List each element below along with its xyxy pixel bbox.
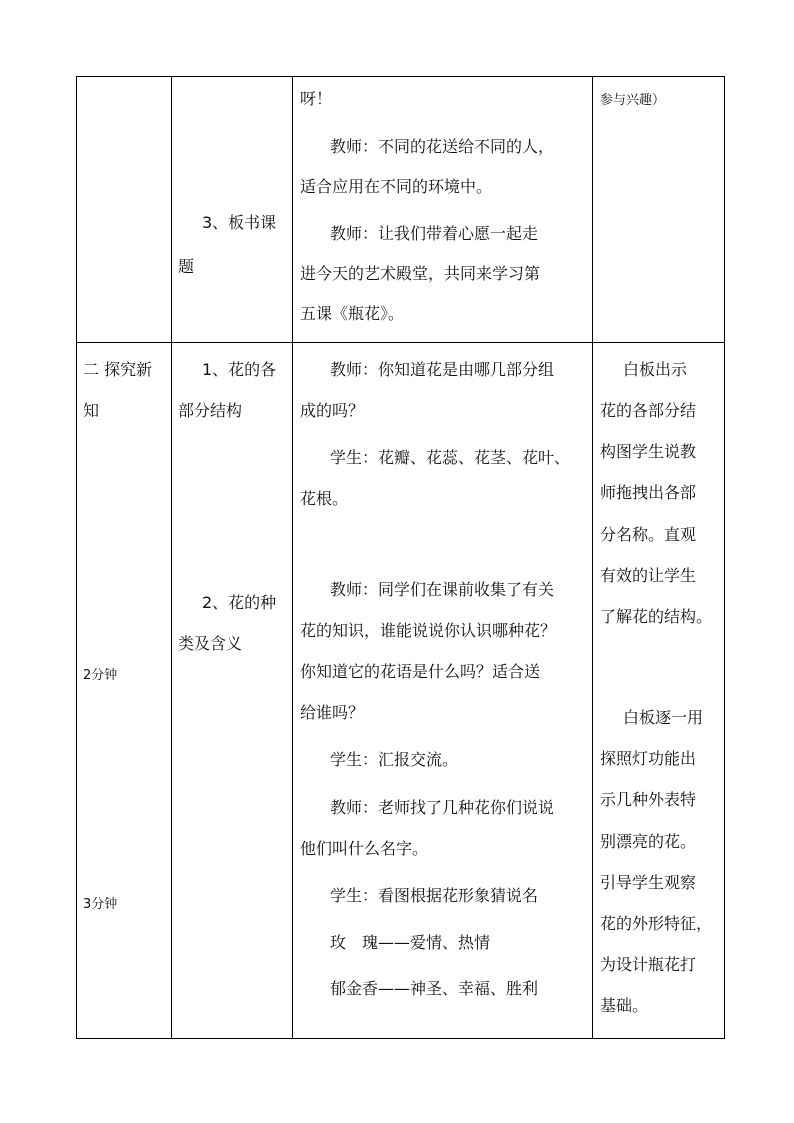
text-line: 学生：花瓣、花蕊、花茎、花叶、 xyxy=(330,448,571,467)
note-line: 花的各部分结 xyxy=(600,401,697,420)
text-line: 给谁吗？ xyxy=(300,703,365,722)
table-row xyxy=(77,77,725,343)
board-title-line2: 题 xyxy=(178,257,195,276)
text-line: 教师：老师找了几种花你们说说 xyxy=(330,798,555,817)
text-line: 教师：让我们带着心愿一起走 xyxy=(330,224,539,243)
text-line: 参与兴趣） xyxy=(600,93,666,108)
note-line: 探照灯功能出 xyxy=(600,749,697,768)
text-line: 他们叫什么名字。 xyxy=(300,839,429,858)
row2-col2-cell xyxy=(172,343,293,1039)
time-label: 3分钟 xyxy=(83,897,118,912)
text-line: 学生：看图根据花形象猜说名 xyxy=(330,886,539,905)
note-line: 白板出示 xyxy=(623,360,688,379)
item-line: 类及含义 xyxy=(178,634,243,653)
note-line: 白板逐一用 xyxy=(623,708,704,727)
row1-col3-cell xyxy=(293,77,593,343)
item-line: 1、花的各 xyxy=(202,360,277,379)
text-line: 玫 瑰——爱情、热情 xyxy=(330,933,491,952)
text-line: 学生：汇报交流。 xyxy=(330,750,459,769)
row2-col4-cell xyxy=(593,343,725,1039)
board-title-line1: 3、板书课 xyxy=(202,213,277,232)
note-line: 构图学生说教 xyxy=(600,442,697,461)
row1-col4-cell xyxy=(593,77,725,343)
row1-col1-cell xyxy=(77,77,172,343)
note-line: 有效的让学生 xyxy=(600,566,697,585)
text-line: 郁金香——神圣、幸福、胜利 xyxy=(330,979,539,998)
text-line: 呀！ xyxy=(300,89,333,108)
row1-col2-cell xyxy=(172,77,293,343)
text-line: 五课《瓶花》。 xyxy=(300,304,405,323)
note-line: 引导学生观察 xyxy=(600,873,697,892)
item-line: 部分结构 xyxy=(178,401,243,420)
text-line: 教师：你知道花是由哪几部分组 xyxy=(330,360,555,379)
row2-col1-cell xyxy=(77,343,172,1039)
text-line: 成的吗？ xyxy=(300,401,365,420)
item-line: 2、花的种 xyxy=(202,593,277,612)
section-title-line1: 二 探究新 xyxy=(83,360,153,379)
text-line: 适合应用在不同的环境中。 xyxy=(300,177,493,196)
text-line: 花根。 xyxy=(300,489,349,508)
note-line: 为设计瓶花打 xyxy=(600,955,697,974)
note-line: 示几种外表特 xyxy=(600,790,697,809)
note-line: 花的外形特征， xyxy=(600,914,713,933)
text-line: 你知道它的花语是什么吗？适合送 xyxy=(300,662,541,681)
note-line: 别漂亮的花。 xyxy=(600,832,697,851)
note-line: 基础。 xyxy=(600,996,649,1015)
text-line: 花的知识，谁能说说你认识哪种花？ xyxy=(300,621,557,640)
note-line: 了解花的结构。 xyxy=(600,607,713,626)
text-line: 教师：不同的花送给不同的人， xyxy=(330,137,555,156)
lesson-plan-table xyxy=(76,76,725,1039)
section-title-line2: 知 xyxy=(83,401,100,420)
row2-col3-cell xyxy=(293,343,593,1039)
text-line: 进今天的艺术殿堂，共同来学习第 xyxy=(300,264,541,283)
table-row xyxy=(77,343,725,1039)
time-label: 2分钟 xyxy=(83,668,118,683)
text-line: 教师：同学们在课前收集了有关 xyxy=(330,580,555,599)
note-line: 师拖拽出各部 xyxy=(600,483,697,502)
note-line: 分名称。直观 xyxy=(600,525,697,544)
